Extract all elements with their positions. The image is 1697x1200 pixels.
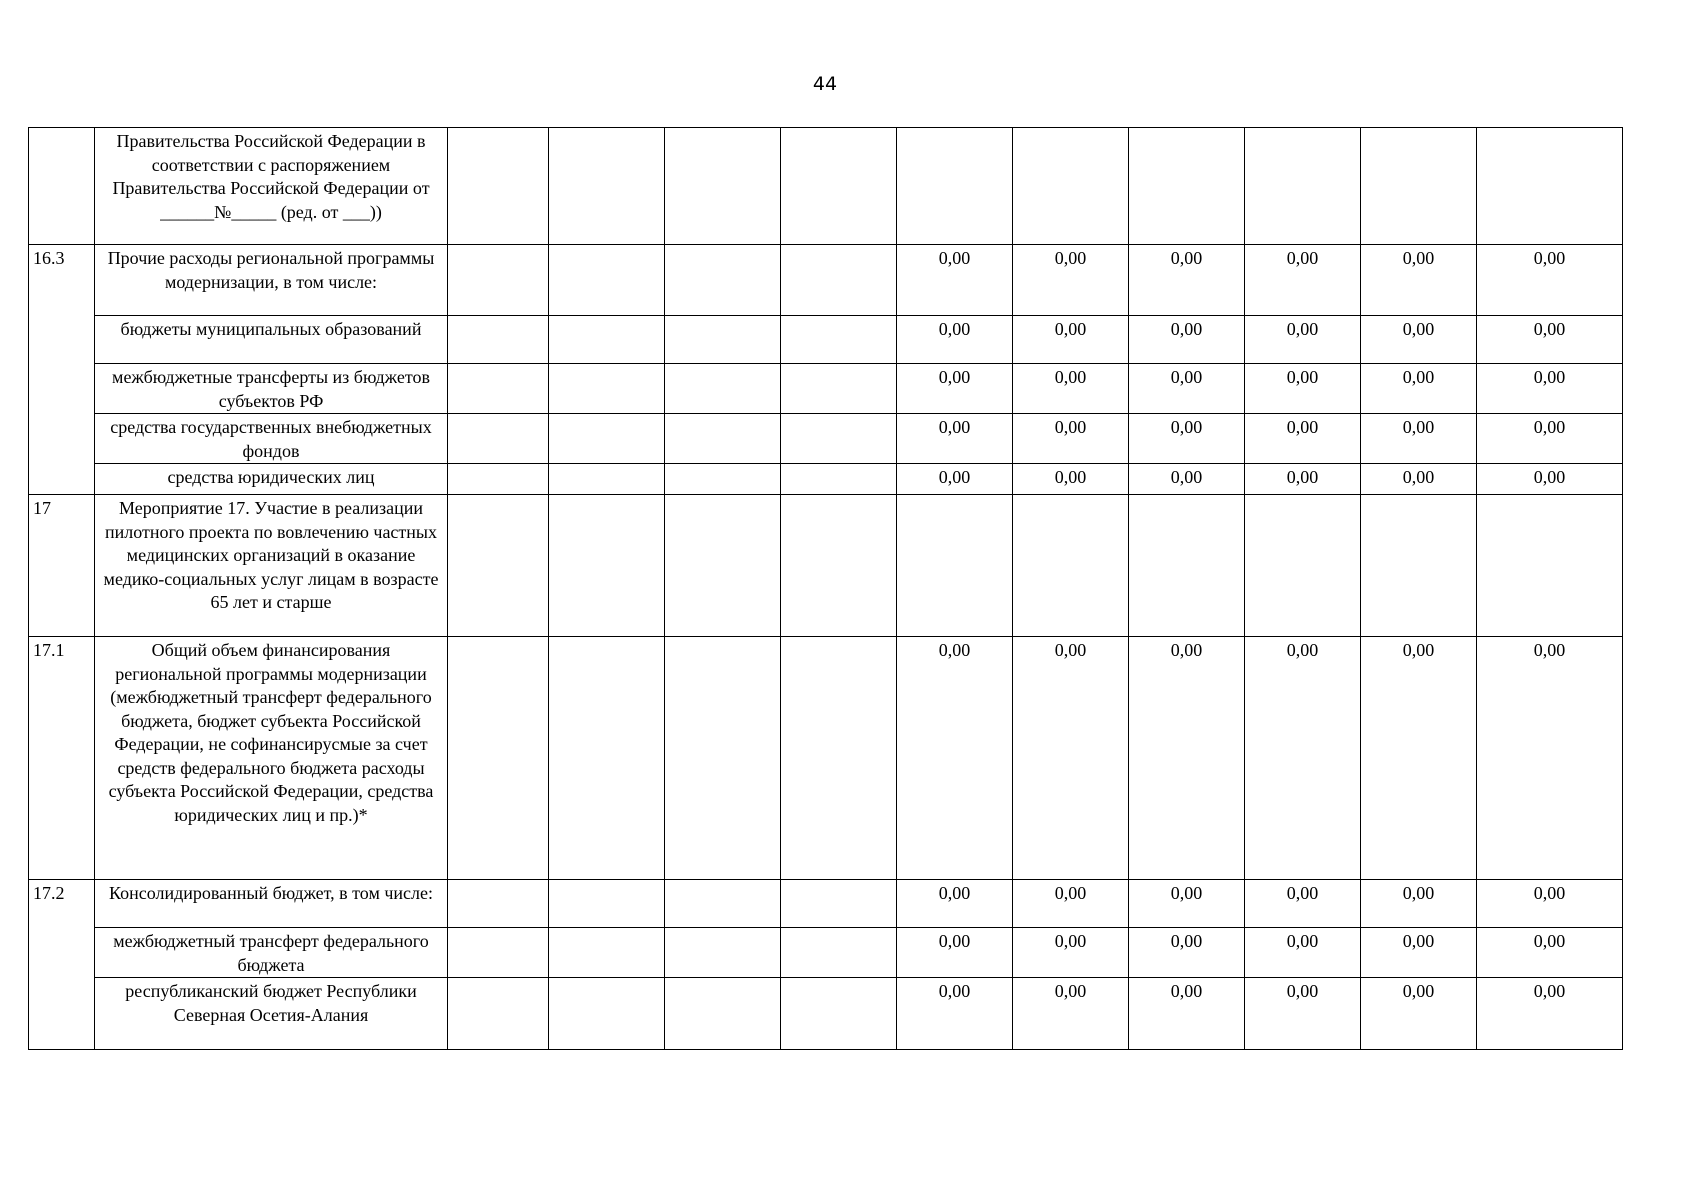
row-description: республиканский бюджет Республики Северная Осетия-Алания [95, 978, 448, 1050]
table-row [29, 880, 1623, 928]
value-cell [1361, 128, 1477, 245]
empty-cell [549, 414, 665, 464]
empty-cell [549, 316, 665, 364]
empty-cell [549, 128, 665, 245]
value-cell: 0,00 [1361, 880, 1477, 928]
empty-cell [781, 316, 897, 364]
value-cell: 0,00 [1477, 414, 1623, 464]
row-description: средства юридических лиц [95, 464, 448, 495]
empty-cell [448, 880, 549, 928]
empty-cell [549, 928, 665, 978]
value-cell: 0,00 [1129, 364, 1245, 414]
row-number: 17.1 [29, 637, 95, 880]
value-cell: 0,00 [1477, 928, 1623, 978]
value-cell: 0,00 [1129, 464, 1245, 495]
empty-cell [665, 495, 781, 637]
empty-cell [781, 245, 897, 316]
empty-cell [665, 978, 781, 1050]
value-cell: 0,00 [897, 245, 1013, 316]
value-cell [1361, 495, 1477, 637]
row-description: средства государственных внебюджетных фондов [95, 414, 448, 464]
empty-cell [448, 637, 549, 880]
empty-cell [665, 464, 781, 495]
empty-cell [665, 316, 781, 364]
value-cell: 0,00 [897, 316, 1013, 364]
empty-cell [665, 880, 781, 928]
row-number: 17 [29, 495, 95, 637]
row-number [29, 128, 95, 245]
value-cell [1129, 128, 1245, 245]
value-cell: 0,00 [1129, 880, 1245, 928]
empty-cell [549, 637, 665, 880]
value-cell: 0,00 [1477, 880, 1623, 928]
value-cell: 0,00 [1477, 364, 1623, 414]
row-description: Общий объем финансирования региональной программы модернизации (межбюджетный трансферт федерального бюджета, бюджет субъекта Российской Федерации, не софинансирусмые за счет средств федерального бюджета расходы субъекта Российской Федерации, средства юридических лиц и пр.)* [95, 637, 448, 880]
value-cell: 0,00 [1129, 414, 1245, 464]
empty-cell [781, 978, 897, 1050]
value-cell: 0,00 [897, 364, 1013, 414]
value-cell: 0,00 [1129, 245, 1245, 316]
empty-cell [781, 495, 897, 637]
empty-cell [665, 245, 781, 316]
value-cell [1477, 495, 1623, 637]
value-cell: 0,00 [897, 414, 1013, 464]
empty-cell [448, 128, 549, 245]
value-cell: 0,00 [1361, 364, 1477, 414]
empty-cell [549, 464, 665, 495]
value-cell: 0,00 [1245, 637, 1361, 880]
row-description: Правительства Российской Федерации в соответствии с распоряжением Правительства Российской Федерации от ______№_____ (ред. от ___)) [95, 128, 448, 245]
value-cell [1013, 495, 1129, 637]
row-number: 16.3 [29, 245, 95, 495]
table-row [29, 464, 1623, 495]
empty-cell [781, 414, 897, 464]
value-cell: 0,00 [1245, 245, 1361, 316]
value-cell: 0,00 [1477, 978, 1623, 1050]
empty-cell [448, 364, 549, 414]
row-description: Прочие расходы региональной программы модернизации, в том числе: [95, 245, 448, 316]
empty-cell [665, 637, 781, 880]
value-cell: 0,00 [1361, 316, 1477, 364]
empty-cell [781, 637, 897, 880]
empty-cell [448, 928, 549, 978]
value-cell: 0,00 [1361, 978, 1477, 1050]
value-cell: 0,00 [1013, 464, 1129, 495]
row-description: межбюджетный трансферт федерального бюджета [95, 928, 448, 978]
value-cell: 0,00 [1361, 464, 1477, 495]
value-cell: 0,00 [1245, 316, 1361, 364]
table-row [29, 637, 1623, 880]
value-cell: 0,00 [1245, 414, 1361, 464]
value-cell: 0,00 [1245, 978, 1361, 1050]
empty-cell [448, 464, 549, 495]
page-number: 44 [812, 73, 838, 95]
row-description: Мероприятие 17. Участие в реализации пилотного проекта по вовлечению частных медицинских организаций в оказание медико-социальных услуг лицам в возрасте 65 лет и старше [95, 495, 448, 637]
empty-cell [448, 245, 549, 316]
table-row [29, 495, 1623, 637]
empty-cell [448, 414, 549, 464]
value-cell: 0,00 [1013, 316, 1129, 364]
table-row [29, 245, 1623, 316]
value-cell: 0,00 [1245, 464, 1361, 495]
value-cell [897, 128, 1013, 245]
empty-cell [549, 880, 665, 928]
empty-cell [549, 245, 665, 316]
value-cell [1013, 128, 1129, 245]
value-cell: 0,00 [897, 464, 1013, 495]
empty-cell [781, 128, 897, 245]
row-description: межбюджетные трансферты из бюджетов субъектов РФ [95, 364, 448, 414]
empty-cell [665, 364, 781, 414]
value-cell: 0,00 [1013, 880, 1129, 928]
empty-cell [665, 928, 781, 978]
value-cell: 0,00 [1361, 928, 1477, 978]
empty-cell [665, 128, 781, 245]
empty-cell [781, 464, 897, 495]
value-cell [1245, 495, 1361, 637]
empty-cell [549, 978, 665, 1050]
value-cell: 0,00 [1013, 364, 1129, 414]
value-cell [897, 495, 1013, 637]
row-number: 17.2 [29, 880, 95, 1050]
value-cell: 0,00 [897, 978, 1013, 1050]
value-cell: 0,00 [1477, 464, 1623, 495]
empty-cell [781, 928, 897, 978]
value-cell: 0,00 [1129, 928, 1245, 978]
value-cell: 0,00 [1245, 928, 1361, 978]
value-cell: 0,00 [1013, 414, 1129, 464]
table-row [29, 316, 1623, 364]
row-description: бюджеты муниципальных образований [95, 316, 448, 364]
value-cell: 0,00 [1477, 316, 1623, 364]
budget-table [28, 127, 1623, 1050]
value-cell: 0,00 [1129, 637, 1245, 880]
value-cell: 0,00 [1361, 414, 1477, 464]
value-cell: 0,00 [1013, 637, 1129, 880]
empty-cell [549, 495, 665, 637]
table-row [29, 128, 1623, 245]
value-cell [1129, 495, 1245, 637]
table-row [29, 978, 1623, 1050]
value-cell [1477, 128, 1623, 245]
value-cell: 0,00 [1013, 978, 1129, 1050]
value-cell: 0,00 [1129, 978, 1245, 1050]
empty-cell [665, 414, 781, 464]
empty-cell [448, 978, 549, 1050]
value-cell: 0,00 [897, 880, 1013, 928]
value-cell: 0,00 [1013, 245, 1129, 316]
value-cell: 0,00 [1361, 637, 1477, 880]
empty-cell [448, 495, 549, 637]
value-cell: 0,00 [897, 637, 1013, 880]
table-body [29, 128, 1623, 1050]
value-cell: 0,00 [1245, 880, 1361, 928]
row-description: Консолидированный бюджет, в том числе: [95, 880, 448, 928]
table-row [29, 928, 1623, 978]
value-cell: 0,00 [1361, 245, 1477, 316]
empty-cell [781, 880, 897, 928]
table-row [29, 414, 1623, 464]
empty-cell [448, 316, 549, 364]
value-cell: 0,00 [1477, 245, 1623, 316]
value-cell: 0,00 [1013, 928, 1129, 978]
table-row [29, 364, 1623, 414]
value-cell: 0,00 [1245, 364, 1361, 414]
value-cell: 0,00 [1477, 637, 1623, 880]
empty-cell [549, 364, 665, 414]
empty-cell [781, 364, 897, 414]
value-cell [1245, 128, 1361, 245]
value-cell: 0,00 [897, 928, 1013, 978]
value-cell: 0,00 [1129, 316, 1245, 364]
